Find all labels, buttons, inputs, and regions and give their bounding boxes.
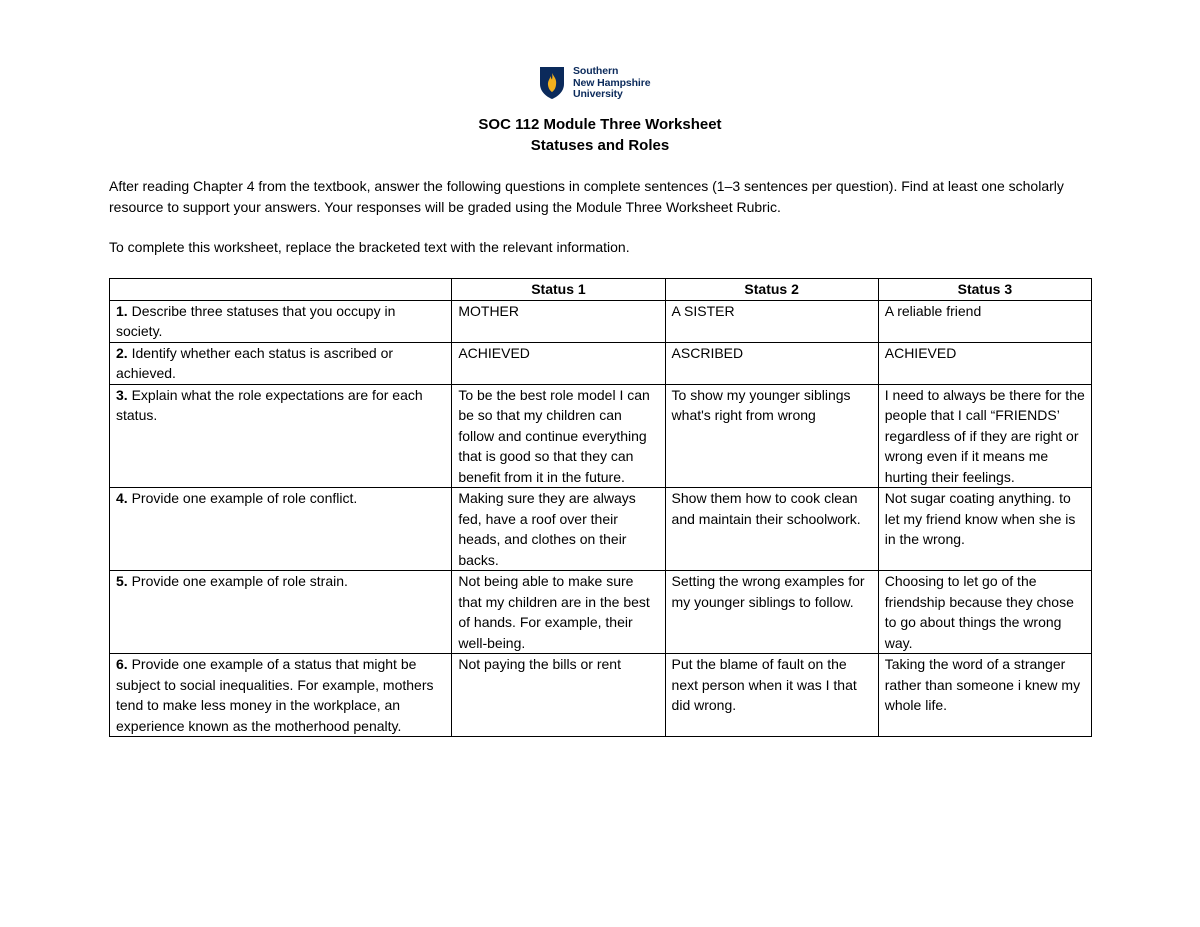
table-row: [110, 654, 1092, 737]
answer-cell-status-2[interactable]: A SISTER: [665, 300, 878, 342]
header-status-3: Status 3: [878, 279, 1091, 301]
answer-cell-status-3[interactable]: I need to always be there for the people that I call “FRIENDS’ regardless of if they are right or wrong even if it means me hurting their feelings.: [878, 384, 1091, 488]
question-text: Provide one example of role strain.: [127, 573, 348, 589]
worksheet-table: [109, 278, 1092, 737]
answer-cell-status-1[interactable]: MOTHER: [452, 300, 665, 342]
document-title: [0, 114, 1200, 156]
answer-cell-status-3[interactable]: Taking the word of a stranger rather than someone i knew my whole life.: [878, 654, 1091, 737]
question-text: Describe three statuses that you occupy in society.: [116, 302, 396, 339]
table-row: [110, 488, 1092, 571]
table-header-row: [110, 279, 1092, 301]
instruction-paragraph: To complete this worksheet, replace the bracketed text with the relevant information.: [109, 239, 630, 255]
title-line-2: Statuses and Roles: [530, 137, 670, 154]
answer-cell-status-1[interactable]: Not paying the bills or rent: [452, 654, 665, 737]
question-cell: [110, 654, 452, 737]
question-number: 1.: [116, 302, 128, 319]
question-text: Explain what the role expectations are for each status.: [116, 386, 423, 423]
university-logo: [539, 66, 650, 101]
header-status-1: Status 1: [452, 279, 665, 301]
header-blank: [110, 279, 452, 301]
answer-cell-status-2[interactable]: Put the blame of fault on the next person when it was I that did wrong.: [665, 654, 878, 737]
answer-cell-status-2[interactable]: Setting the wrong examples for my younger siblings to follow.: [665, 571, 878, 654]
answer-cell-status-3[interactable]: Choosing to let go of the friendship because they chose to go about things the wrong way.: [878, 571, 1091, 654]
header-status-2: Status 2: [665, 279, 878, 301]
question-text: Identify whether each status is ascribed or achieved.: [116, 344, 394, 381]
question-number: 6.: [116, 656, 128, 672]
answer-cell-status-1[interactable]: To be the best role model I can be so that my children can follow and continue everything that is good so that they can benefit from it in the future.: [452, 384, 665, 488]
table-row: [110, 342, 1092, 384]
answer-cell-status-1[interactable]: ACHIEVED: [452, 342, 665, 384]
answer-cell-status-3[interactable]: A reliable friend: [878, 300, 1091, 342]
question-number: 3.: [116, 386, 128, 403]
question-number: 5.: [116, 573, 128, 589]
answer-cell-status-2[interactable]: ASCRIBED: [665, 342, 878, 384]
question-cell: [110, 300, 452, 342]
answer-cell-status-2[interactable]: To show my younger siblings what's right from wrong: [665, 384, 878, 488]
answer-cell-status-1[interactable]: Making sure they are always fed, have a roof over their heads, and clothes on their backs.: [452, 488, 665, 571]
table-row: [110, 571, 1092, 654]
answer-cell-status-1[interactable]: Not being able to make sure that my children are in the best of hands. For example, their well-being.: [452, 571, 665, 654]
shield-flame-icon: [539, 66, 565, 100]
question-number: 2.: [116, 344, 128, 361]
question-cell: [110, 384, 452, 488]
title-line-1: SOC 112 Module Three Worksheet: [478, 116, 722, 133]
question-cell: [110, 488, 452, 571]
answer-cell-status-2[interactable]: Show them how to cook clean and maintain their schoolwork.: [665, 488, 878, 571]
answer-cell-status-3[interactable]: ACHIEVED: [878, 342, 1091, 384]
table-row: [110, 384, 1092, 488]
question-text: Provide one example of a status that might be subject to social inequalities. For example, mothers tend to make less money in the workplace, an experience known as the motherhood penalty.: [116, 656, 434, 734]
answer-cell-status-3[interactable]: Not sugar coating anything. to let my friend know when she is in the wrong.: [878, 488, 1091, 571]
logo-line-1: Southern: [573, 65, 619, 77]
table-row: [110, 300, 1092, 342]
question-number: 4.: [116, 490, 128, 506]
logo-line-3: University: [573, 88, 623, 100]
question-cell: [110, 342, 452, 384]
intro-paragraph: After reading Chapter 4 from the textbook, answer the following questions in complete sentences (1–3 sentences per question). Find at least one scholarly resource to support your answers. Your responses will be graded using the Module Three Worksheet Rubric.: [109, 178, 1064, 215]
question-cell: [110, 571, 452, 654]
logo-line-2: New Hampshire: [573, 76, 651, 89]
question-text: Provide one example of role conflict.: [127, 490, 358, 506]
